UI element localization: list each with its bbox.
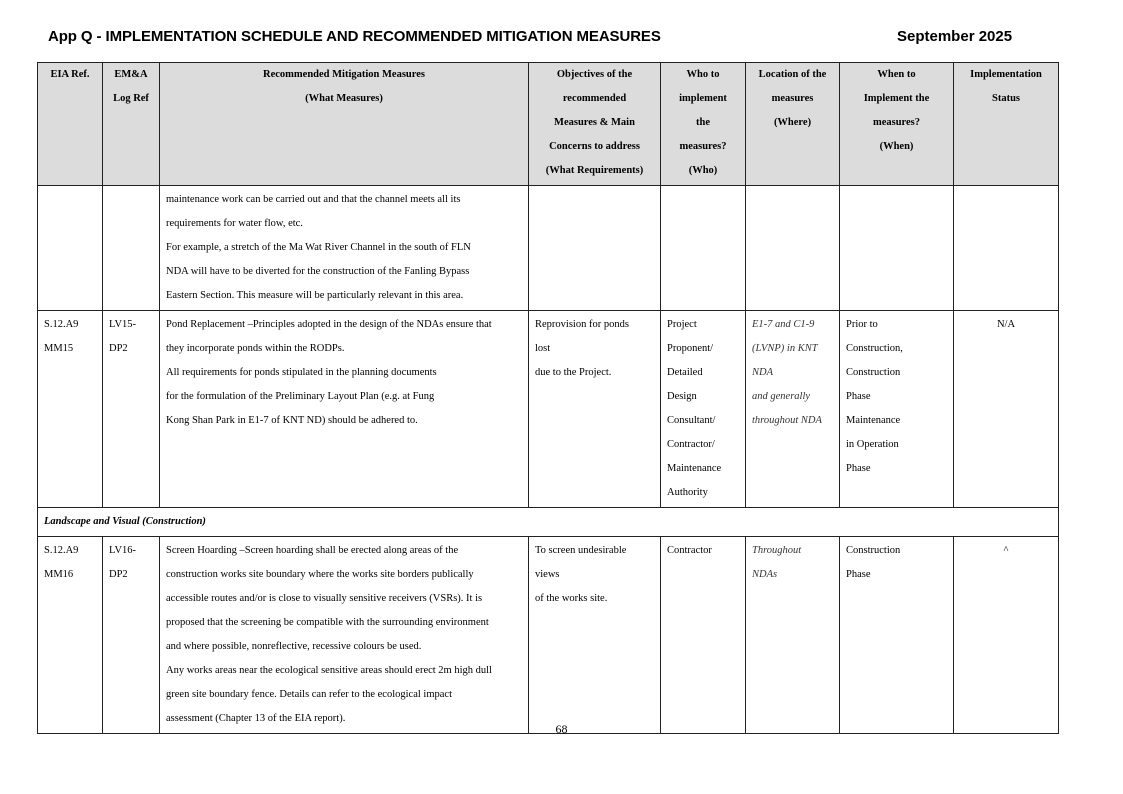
cell-status [954,311,1059,508]
cell-who [661,186,746,311]
text-line: green site boundary fence. Details can refer to the ecological impact [166,689,452,700]
text-line: Log Ref [113,93,149,104]
text-line: Recommended Mitigation Measures [263,69,425,80]
text-line: NDA [752,367,773,378]
cell-where [746,537,840,734]
cell-eia-ref [38,186,103,311]
text-line: All requirements for ponds stipulated in the planning documents [166,367,437,378]
cell-who [661,311,746,508]
cell-objectives [529,311,661,508]
cell-who [661,537,746,734]
section-header-row [38,508,1059,537]
cell-status [954,186,1059,311]
cell-when [840,537,954,734]
text-line: throughout NDA [752,415,822,426]
text-line: Detailed [667,367,703,378]
text-line: Construction [846,367,901,378]
text-line: due to the Project. [535,367,612,378]
text-line: MM15 [44,343,74,354]
text-line: (Where) [773,117,812,128]
cell-log-ref [103,186,160,311]
text-line: measures? [872,117,921,128]
cell-log-ref [103,311,160,508]
cell-measures [160,186,529,311]
header-em-a-log-ref [103,63,160,186]
text-line: MM16 [44,569,74,580]
text-line: (When) [879,141,914,152]
cell-log-ref [103,537,160,734]
text-line: Objectives of the [556,69,633,80]
text-line: (What Requirements) [545,165,644,176]
text-line: Construction [846,545,901,556]
text-line: the [696,117,710,128]
text-line: Screen Hoarding –Screen hoarding shall be erected along areas of the [166,545,459,556]
header-eia-ref [38,63,103,186]
text-line: N/A [996,319,1016,330]
text-line: ^ [1003,545,1009,556]
text-line: Status [991,93,1020,104]
table-row [38,537,1059,734]
table-row [38,311,1059,508]
text-line: (LVNP) in KNT [752,343,818,354]
text-line: Phase [846,391,871,402]
cell-objectives [529,537,661,734]
header-recommended-measures [160,63,529,186]
document-date: September 2025 [897,28,1013,45]
text-line: DP2 [109,343,128,354]
document-title: App Q - IMPLEMENTATION SCHEDULE AND RECOMMENDED MITIGATION MEASURES [48,28,661,45]
text-line: accessible routes and/or is close to visually sensitive receivers (VSRs). It is [166,593,483,604]
text-line: Throughout [752,545,802,556]
text-line: Implement the [863,93,930,104]
text-line: NDAs [752,569,778,580]
text-line: in Operation [846,439,899,450]
cell-where [746,311,840,508]
text-line: Maintenance [846,415,901,426]
cell-eia-ref [38,311,103,508]
page-number: 68 [555,722,568,736]
text-line: Concerns to address [549,141,640,152]
text-line: Reprovision for ponds [535,319,629,330]
text-line: maintenance work can be carried out and that the channel meets all its [166,194,461,205]
text-line: Eastern Section. This measure will be particularly relevant in this area. [166,290,464,301]
text-line: and generally [752,391,811,402]
text-line: EM&A [114,69,148,80]
header-objectives [529,63,661,186]
text-line: Implementation [970,69,1042,80]
cell-objectives [529,186,661,311]
cell-eia-ref [38,537,103,734]
text-line: Contractor/ [667,439,715,450]
text-line: Kong Shan Park in E1-7 of KNT ND) should be adhered to. [166,415,418,426]
text-line: (Who) [688,165,718,176]
text-line: Pond Replacement –Principles adopted in the design of the NDAs ensure that [166,319,492,330]
text-line: Consultant/ [667,415,716,426]
text-line: LV15- [109,319,137,330]
cell-measures [160,311,529,508]
text-line: Authority [667,487,708,498]
text-line: implement [679,93,727,104]
text-line: they incorporate ponds within the RODPs. [166,343,345,354]
text-line: E1-7 and C1-9 [752,319,815,330]
text-line: Maintenance [667,463,722,474]
text-line: Project [667,319,697,330]
text-line: Phase [846,569,871,580]
text-line: S.12.A9 [44,545,79,556]
table-row [38,186,1059,311]
text-line: proposed that the screening be compatible with the surrounding environment [166,617,489,628]
text-line: For example, a stretch of the Ma Wat River Channel in the south of FLN [166,242,471,253]
text-line: EIA Ref. [50,69,90,80]
table-header-row [38,63,1059,186]
header-when [840,63,954,186]
cell-when [840,186,954,311]
cell-status [954,537,1059,734]
text-line: Phase [846,463,871,474]
text-line: S.12.A9 [44,319,79,330]
implementation-schedule-table [37,62,1059,734]
text-line: NDA will have to be diverted for the construction of the Fanling Bypass [166,266,470,277]
text-line: requirements for water flow, etc. [166,218,303,229]
text-line: Design [667,391,697,402]
header-implementation-status [954,63,1059,186]
text-line: measures? [679,141,727,152]
text-line: Location of the [758,69,827,80]
header-who [661,63,746,186]
text-line: Measures & Main [554,117,635,128]
text-line: measures [771,93,814,104]
section-title: Landscape and Visual (Construction) [38,508,1059,537]
text-line: To screen undesirable [535,545,627,556]
text-line: Construction, [846,343,903,354]
text-line: lost [535,343,551,354]
text-line: views [535,569,560,580]
text-line: (What Measures) [305,93,383,104]
cell-where [746,186,840,311]
text-line: recommended [562,93,627,104]
text-line: Prior to [846,319,878,330]
cell-measures [160,537,529,734]
text-line: DP2 [109,569,128,580]
text-line: and where possible, nonreflective, recessive colours be used. [166,641,422,652]
text-line: Any works areas near the ecological sensitive areas should erect 2m high dull [166,665,492,676]
cell-when [840,311,954,508]
text-line: When to [877,69,916,80]
text-line: Who to [686,69,720,80]
text-line: construction works site boundary where the works site borders publically [166,569,474,580]
header-location [746,63,840,186]
text-line: assessment (Chapter 13 of the EIA report). [166,713,346,724]
text-line: of the works site. [535,593,608,604]
text-line: LV16- [109,545,137,556]
text-line: for the formulation of the Preliminary Layout Plan (e.g. at Fung [166,391,435,402]
text-line: Proponent/ [667,343,714,354]
text-line: Contractor [667,545,712,556]
